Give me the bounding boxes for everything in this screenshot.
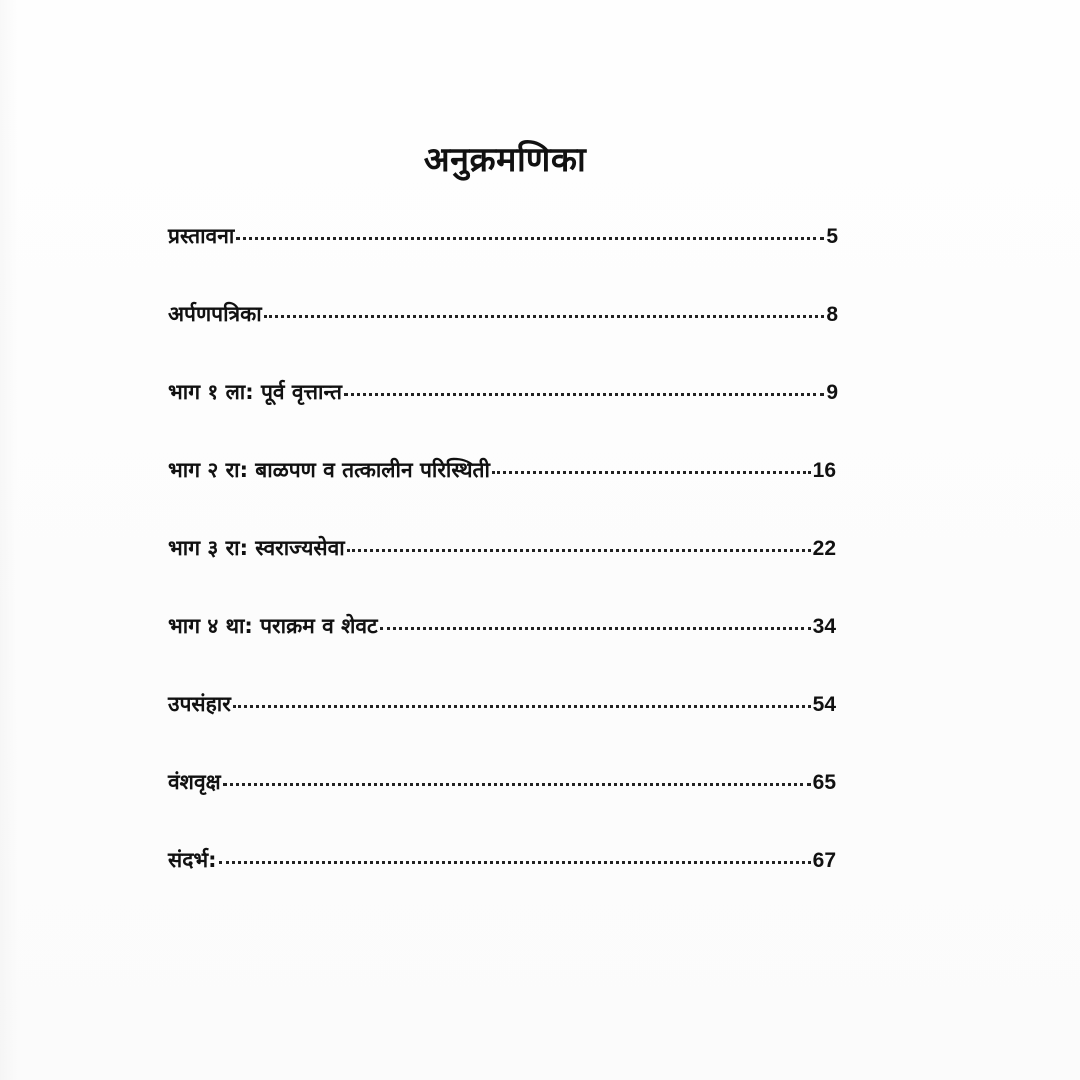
toc-page-number: 8 bbox=[826, 303, 838, 326]
dot-leader bbox=[380, 627, 811, 630]
dot-leader bbox=[233, 705, 811, 708]
toc-entry bbox=[168, 300, 838, 378]
toc-page-number: 22 bbox=[812, 537, 836, 560]
toc-page-number: 65 bbox=[812, 771, 836, 794]
toc-entry-label: भाग २ रा: बाळपण व तत्कालीन परिस्थिती bbox=[168, 458, 490, 482]
dot-leader bbox=[236, 237, 824, 240]
toc-entry-label: वंशवृक्ष bbox=[168, 770, 221, 794]
dot-leader bbox=[344, 393, 824, 396]
page-title: अनुक्रमणिका bbox=[423, 139, 587, 180]
toc-entry-label: प्रस्तावना bbox=[168, 224, 235, 248]
toc-page-number: 54 bbox=[812, 693, 836, 716]
toc-entry bbox=[168, 378, 838, 456]
toc-entry bbox=[168, 456, 836, 534]
dot-leader bbox=[347, 549, 811, 552]
dot-leader bbox=[492, 471, 811, 474]
toc-entry bbox=[168, 612, 836, 690]
table-of-contents bbox=[168, 222, 838, 924]
toc-entry bbox=[168, 768, 836, 846]
toc-page-number: 34 bbox=[812, 615, 836, 638]
toc-entry-label: संदर्भ: bbox=[168, 848, 217, 872]
toc-entry-label: भाग १ ला: पूर्व वृत्तान्त bbox=[168, 380, 342, 404]
toc-entry bbox=[168, 846, 836, 924]
toc-entry-label: अर्पणपत्रिका bbox=[168, 302, 262, 326]
toc-page-number: 16 bbox=[812, 459, 836, 482]
toc-entry-label: भाग ३ रा: स्वराज्यसेवा bbox=[168, 536, 345, 560]
dot-leader bbox=[264, 315, 825, 318]
toc-page-number: 9 bbox=[826, 381, 838, 404]
toc-entry-label: भाग ४ था: पराक्रम व शेवट bbox=[168, 614, 378, 638]
toc-entry bbox=[168, 690, 836, 768]
toc-page-number: 67 bbox=[812, 849, 836, 872]
dot-leader bbox=[223, 783, 811, 786]
toc-page-number: 5 bbox=[826, 225, 838, 248]
dot-leader bbox=[219, 861, 811, 864]
toc-entry bbox=[168, 222, 838, 300]
toc-entry-label: उपसंहार bbox=[168, 692, 231, 716]
toc-entry bbox=[168, 534, 836, 612]
